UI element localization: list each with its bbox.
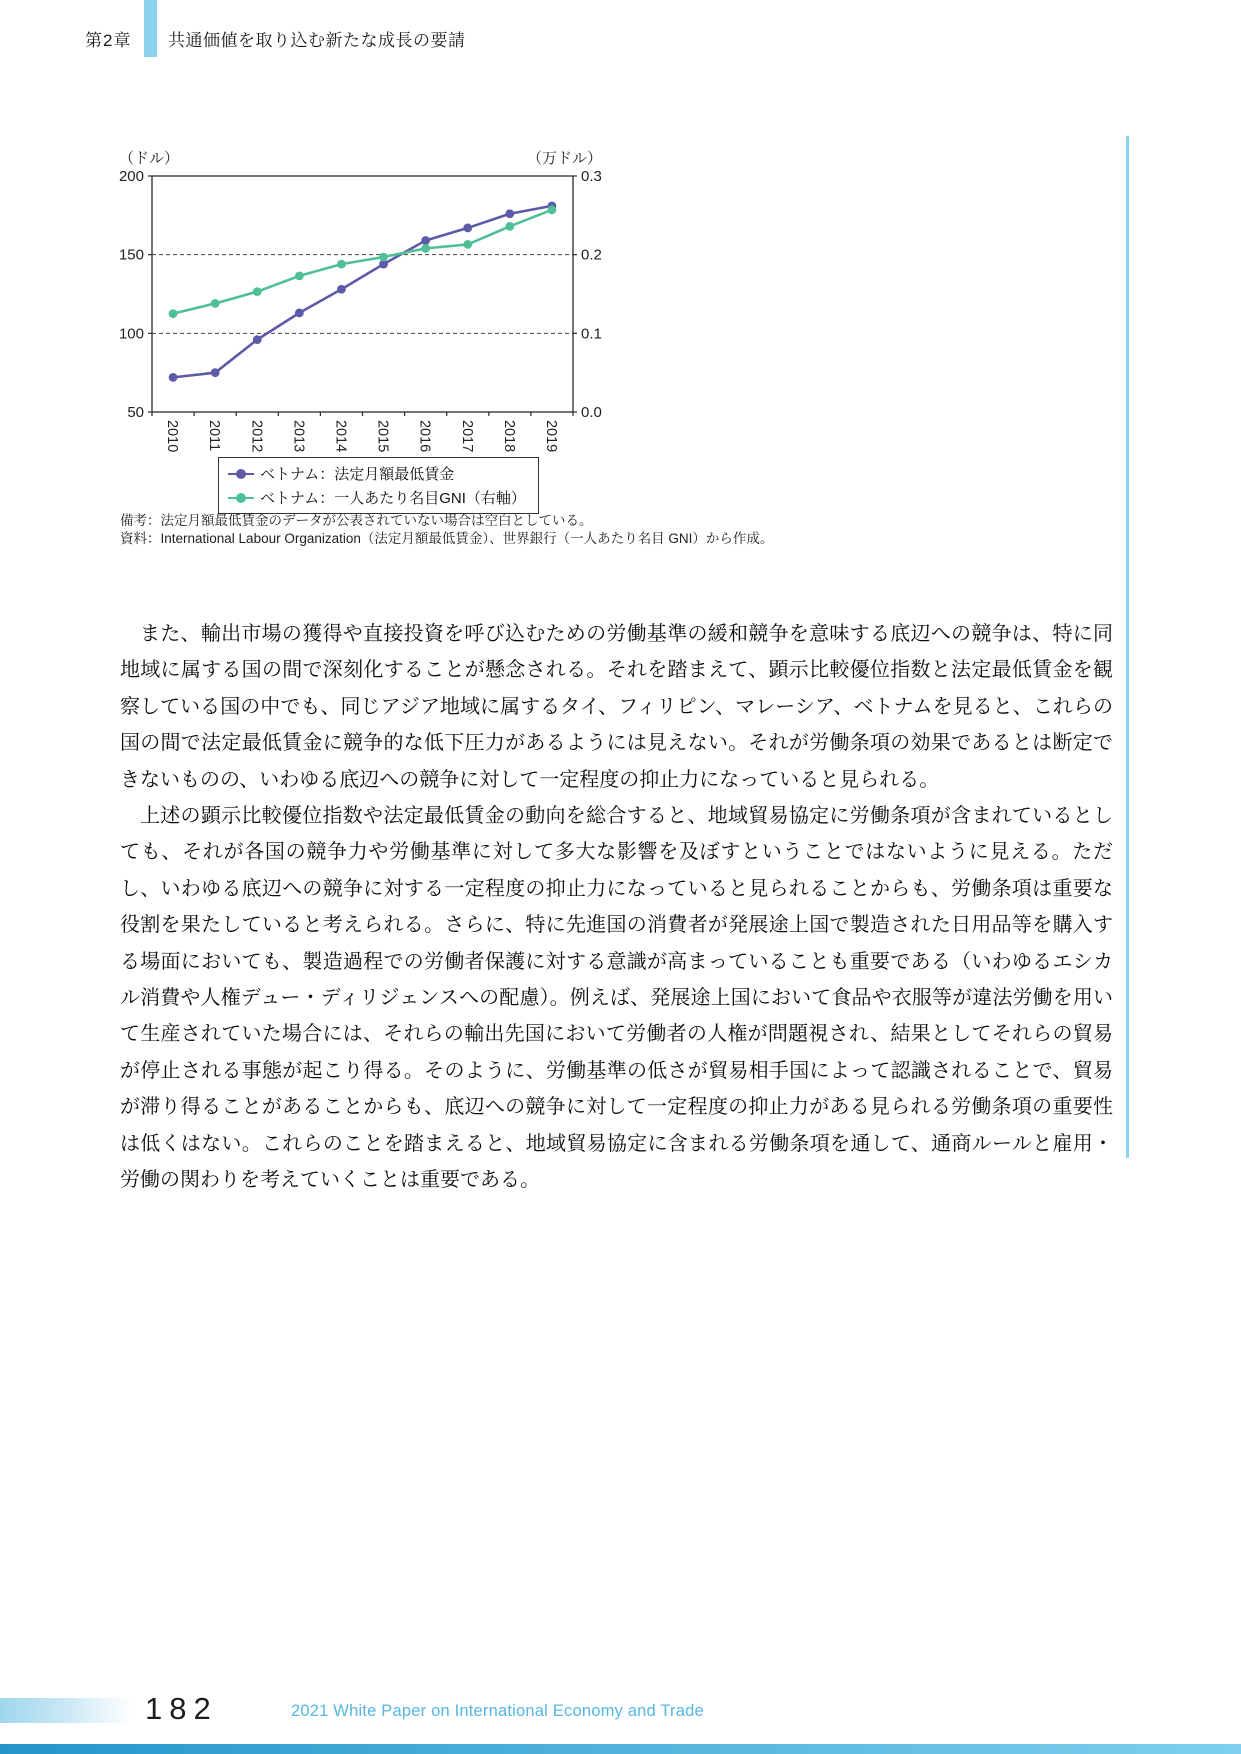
left-axis-tick-label: 150: [118, 246, 144, 264]
series-line-1: [173, 210, 552, 314]
chapter-accent-bar: [144, 0, 157, 57]
right-axis-tick-label: 0.1: [581, 325, 602, 343]
page-number: 182: [145, 1691, 218, 1726]
left-axis-tick-label: 100: [118, 325, 144, 343]
series-point-0: [295, 308, 304, 317]
series-point-0: [169, 373, 178, 382]
x-axis-year-label: 2012: [248, 420, 265, 453]
figure-block: [105, 125, 605, 465]
x-axis-year-label: 2019: [542, 420, 559, 453]
series-point-1: [548, 205, 557, 214]
legend-item-gni: [228, 487, 526, 508]
series-point-1: [463, 240, 472, 249]
legend-item-min-wage: [228, 463, 526, 484]
right-axis-unit-label: （万ドル）: [526, 150, 602, 167]
left-axis-unit-label: （ドル）: [119, 150, 180, 167]
legend-marker-green: [228, 493, 254, 503]
series-point-0: [337, 285, 346, 294]
x-axis-year-label: 2017: [458, 420, 475, 453]
series-point-1: [169, 309, 178, 318]
x-axis-year-label: 2014: [332, 420, 349, 453]
legend-label: ベトナム：一人あたり名目GNI（右軸）: [260, 490, 526, 507]
right-axis-tick-label: 0.2: [581, 246, 602, 264]
series-point-1: [253, 287, 262, 296]
paragraph-1: また、輸出市場の獲得や直接投資を呼び込むための労働基準の緩和競争を意味する底辺への競争は、特に同地域に属する国の間で深刻化することが懸念される。それを踏まえて、顕示比較優位指数と法定最低賃金を観察している国の中でも、同じアジア地域に属するタイ、フィリピン、マレーシア、ベトナムを見ると、これらの国の間で法定最低賃金に競争的な低下圧力があるようには見えない。それが労働条項の効果であるとは断定できないものの、いわゆる底辺への競争に対して一定程度の抑止力になっていると見られる。: [120, 623, 1113, 791]
note-biko: 備考：法定月額最低賃金のデータが公表されていない場合は空白としている。: [120, 513, 593, 528]
series-point-1: [421, 244, 430, 253]
section-right-rule: [1126, 136, 1129, 1158]
x-axis-year-label: 2016: [416, 420, 433, 453]
chapter-number: 第2章: [85, 31, 132, 50]
right-axis-tick-label: 0.0: [581, 404, 602, 421]
left-axis-tick-label: 50: [127, 404, 144, 421]
x-axis-year-label: 2010: [164, 420, 181, 453]
series-point-1: [379, 253, 388, 262]
bottom-edge-bar: [0, 1744, 1241, 1754]
series-point-1: [295, 272, 304, 281]
footer-brand: 2021 White Paper on International Economy and Trade: [291, 1702, 704, 1720]
footer-accent-bar: [0, 1698, 132, 1723]
note-shiryo: 資料：International Labour Organization（法定月額最低賃金）、世界銀行（一人あたり名目 GNI）から作成。: [120, 530, 774, 546]
series-point-0: [253, 335, 262, 344]
chapter-title: 共通価値を取り込む新たな成長の要請: [168, 31, 466, 50]
legend-marker-purple: [228, 469, 254, 479]
x-axis-year-label: 2015: [374, 420, 391, 453]
body-text: [120, 616, 1113, 1199]
series-point-0: [463, 224, 472, 233]
wage-gni-line-chart: [105, 125, 605, 465]
series-point-1: [337, 260, 346, 269]
series-point-0: [421, 236, 430, 245]
x-axis-year-label: 2018: [500, 420, 517, 453]
series-point-0: [211, 368, 220, 377]
figure-notes: [120, 512, 773, 547]
right-axis-tick-label: 0.3: [581, 168, 602, 185]
series-point-1: [505, 222, 514, 231]
x-axis-year-label: 2013: [290, 420, 307, 453]
series-point-0: [505, 209, 514, 218]
series-point-1: [211, 299, 220, 308]
x-axis-year-label: 2011: [206, 420, 223, 452]
chart-legend: [218, 457, 539, 514]
paragraph-2: 上述の顕示比較優位指数や法定最低賃金の動向を総合すると、地域貿易協定に労働条項が含まれているとしても、それが各国の競争力や労働基準に対して多大な影響を及ぼすということではないように見える。ただし、いわゆる底辺への競争に対する一定程度の抑止力になっていると見られることからも、労働条項は重要な役割を果たしていると考えられる。さらに、特に先進国の消費者が発展途上国で製造された日用品等を購入する場面においても、製造過程での労働者保護に対する意識が高まっていることも重要である（いわゆるエシカル消費や人権デュー・ディリジェンスへの配慮）。例えば、発展途上国において食品や衣服等が違法労働を用いて生産されていた場合には、それらの輸出先国において労働者の人権が問題視され、結果としてそれらの貿易が停止される事態が起こり得る。そのように、労働基準の低さが貿易相手国によって認識されることで、貿易が滞り得ることがあることからも、底辺への競争に対して一定程度の抑止力がある見られる労働条項の重要性は低くはない。これらのことを踏まえると、地域貿易協定に含まれる労働条項を通して、通商ルールと雇用・労働の関わりを考えていくことは重要である。: [120, 805, 1113, 1192]
legend-label: ベトナム：法定月額最低賃金: [260, 466, 455, 483]
left-axis-tick-label: 200: [118, 168, 144, 185]
